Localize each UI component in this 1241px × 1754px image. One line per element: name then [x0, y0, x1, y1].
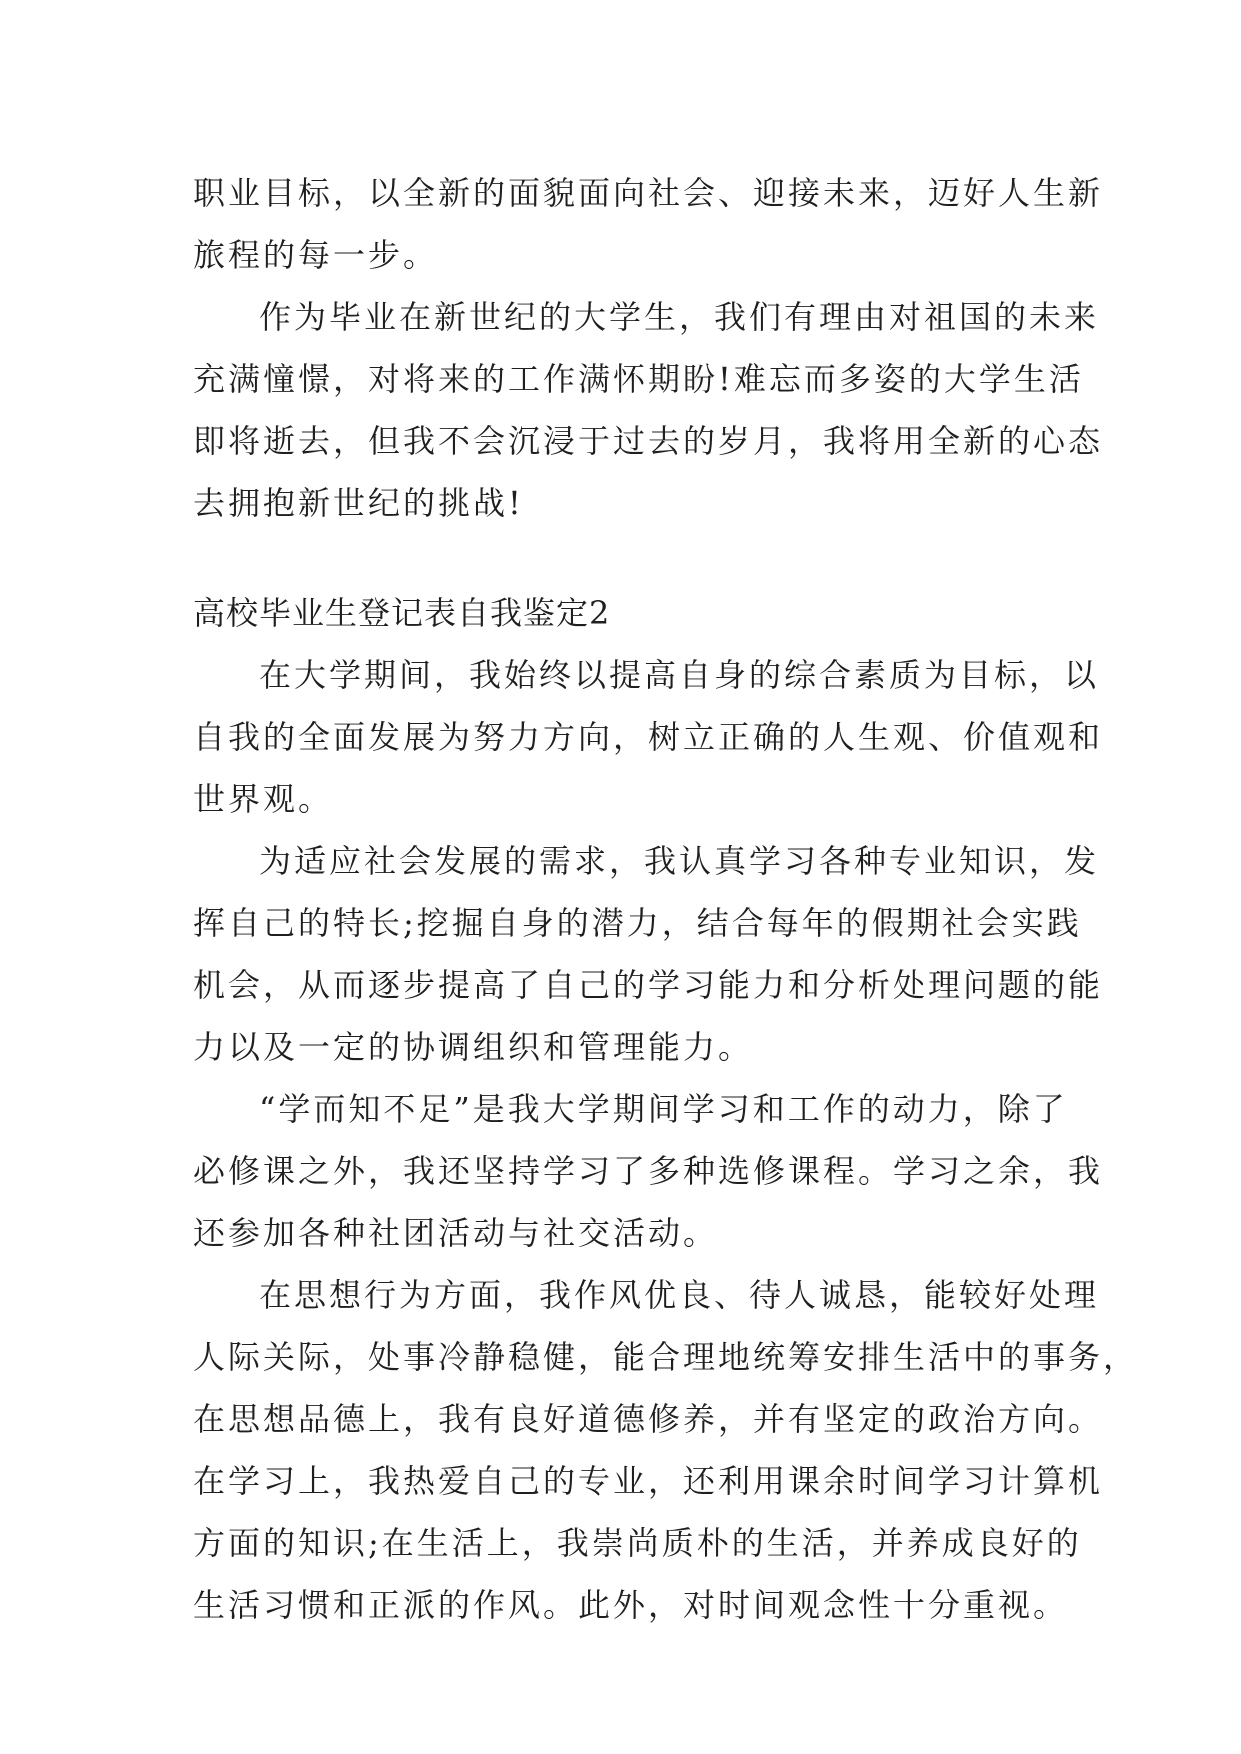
text-line: 方面的知识;在生活上，我崇尚质朴的生活，并养成良好的 — [193, 1524, 1082, 1562]
text-line: 生活习惯和正派的作风。此外，对时间观念性十分重视。 — [193, 1586, 1069, 1624]
text-line: 职业目标，以全新的面貌面向社会、迎接未来，迈好人生新 — [193, 174, 1104, 212]
text-line: 自我的全面发展为努力方向，树立正确的人生观、价值观和 — [193, 718, 1104, 756]
text-line: 机会，从而逐步提高了自己的学习能力和分析处理问题的能 — [193, 966, 1104, 1004]
text-line: 旅程的每一步。 — [193, 236, 439, 274]
text-line: 在学习上，我热爱自己的专业，还利用课余时间学习计算机 — [193, 1462, 1104, 1500]
paragraph-2 — [193, 830, 1104, 1078]
text-line: 在思想行为方面，我作风优良、待人诚恳，能较好处理 — [259, 1276, 1100, 1314]
text-line: 作为毕业在新世纪的大学生，我们有理由对祖国的未来 — [259, 298, 1100, 336]
text-line: 去拥抱新世纪的挑战! — [193, 484, 524, 522]
text-line: 在思想品德上，我有良好道德修养，并有坚定的政治方向。 — [193, 1400, 1104, 1438]
document-body — [193, 162, 1139, 1636]
text-line: 即将逝去，但我不会沉浸于过去的岁月，我将用全新的心态 — [193, 422, 1104, 460]
text-line: 充满憧憬，对将来的工作满怀期盼!难忘而多姿的大学生活 — [193, 360, 1084, 398]
text-line: “学而知不足”是我大学期间学习和工作的动力，除了 — [259, 1090, 1068, 1128]
section-title: 高校毕业生登记表自我鉴定2 — [193, 594, 611, 632]
text-line: 还参加各种社团活动与社交活动。 — [193, 1214, 719, 1252]
paragraph-intro-continued — [193, 162, 1104, 286]
text-line: 人际关际，处事冷静稳健，能合理地统筹安排生活中的事务， — [193, 1338, 1139, 1376]
paragraph-1 — [193, 644, 1104, 830]
paragraph-closing — [193, 286, 1104, 534]
text-line: 力以及一定的协调组织和管理能力。 — [193, 1028, 754, 1066]
paragraph-3 — [193, 1078, 1104, 1264]
text-line: 世界观。 — [193, 780, 334, 818]
text-line: 为适应社会发展的需求，我认真学习各种专业知识，发 — [259, 842, 1100, 880]
section-spacer — [193, 534, 1073, 582]
text-line: 必修课之外，我还坚持学习了多种选修课程。学习之余，我 — [193, 1152, 1104, 1190]
text-line: 挥自己的特长;挖掘自身的潜力，结合每年的假期社会实践 — [193, 904, 1082, 942]
paragraph-4 — [193, 1264, 1139, 1636]
text-line: 在大学期间，我始终以提高自身的综合素质为目标，以 — [259, 656, 1100, 694]
